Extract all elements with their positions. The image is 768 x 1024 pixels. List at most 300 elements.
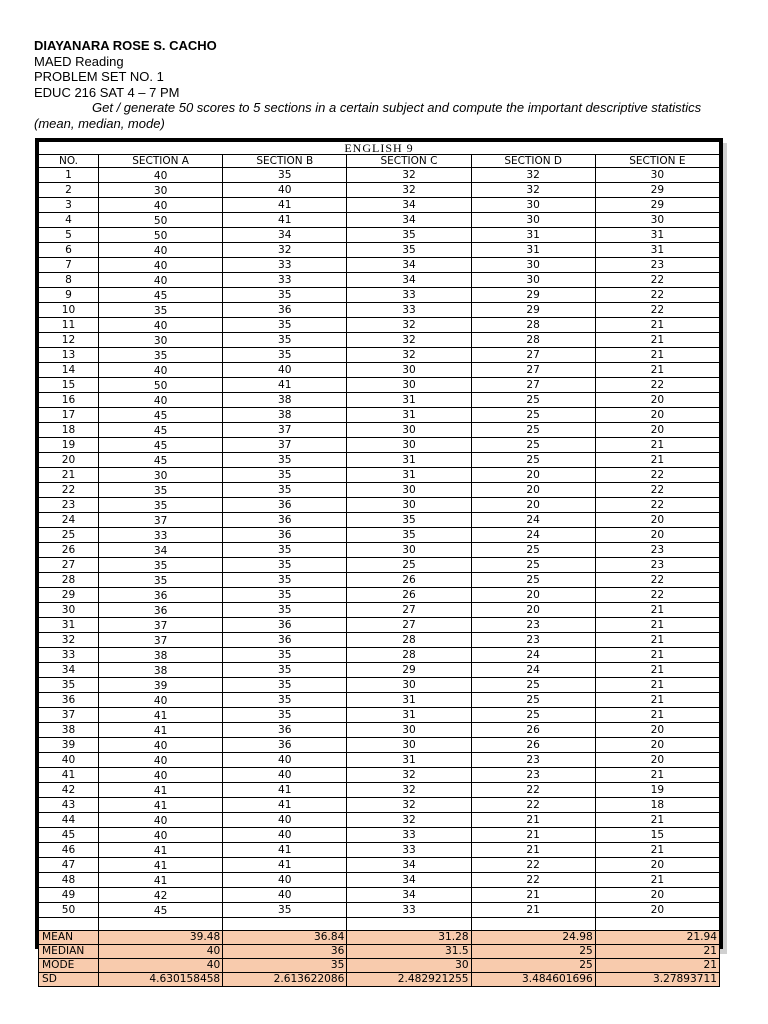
score-cell: 35 bbox=[223, 288, 347, 303]
score-cell: 20 bbox=[595, 513, 719, 528]
score-cell: 35 bbox=[223, 168, 347, 183]
score-cell: 20 bbox=[471, 498, 595, 513]
score-cell: 32 bbox=[347, 333, 471, 348]
score-cell: 30 bbox=[347, 378, 471, 393]
row-number-cell: 11 bbox=[39, 318, 99, 333]
score-cell: 25 bbox=[471, 438, 595, 453]
score-cell: 20 bbox=[595, 408, 719, 423]
stat-value: 3.27893711 bbox=[595, 973, 719, 987]
stat-label: SD bbox=[39, 973, 99, 987]
row-number-cell: 36 bbox=[39, 693, 99, 708]
score-cell: 40 bbox=[99, 243, 223, 258]
table-row bbox=[39, 858, 720, 873]
score-cell: 30 bbox=[99, 333, 223, 348]
document-header bbox=[34, 38, 734, 131]
score-cell: 35 bbox=[223, 453, 347, 468]
row-number-cell: 48 bbox=[39, 873, 99, 888]
score-cell: 20 bbox=[471, 483, 595, 498]
score-cell: 36 bbox=[223, 513, 347, 528]
score-cell: 22 bbox=[595, 288, 719, 303]
score-cell: 21 bbox=[595, 678, 719, 693]
table-row bbox=[39, 423, 720, 438]
score-cell: 40 bbox=[99, 198, 223, 213]
score-cell: 40 bbox=[99, 738, 223, 753]
score-cell: 35 bbox=[347, 243, 471, 258]
score-cell: 21 bbox=[595, 768, 719, 783]
score-cell: 32 bbox=[223, 243, 347, 258]
score-cell: 33 bbox=[99, 528, 223, 543]
score-cell: 31 bbox=[471, 243, 595, 258]
score-cell: 35 bbox=[223, 468, 347, 483]
score-cell: 21 bbox=[595, 873, 719, 888]
score-cell: 41 bbox=[223, 213, 347, 228]
row-number-cell: 28 bbox=[39, 573, 99, 588]
score-cell: 28 bbox=[471, 318, 595, 333]
score-cell: 41 bbox=[223, 378, 347, 393]
score-cell: 26 bbox=[471, 738, 595, 753]
score-cell: 50 bbox=[99, 228, 223, 243]
stat-value: 21 bbox=[595, 959, 719, 973]
table-row bbox=[39, 798, 720, 813]
score-cell: 41 bbox=[223, 858, 347, 873]
row-number-cell: 29 bbox=[39, 588, 99, 603]
score-cell: 25 bbox=[471, 558, 595, 573]
column-header: SECTION E bbox=[595, 155, 719, 168]
row-number-cell: 17 bbox=[39, 408, 99, 423]
score-cell: 22 bbox=[595, 588, 719, 603]
score-cell: 40 bbox=[223, 753, 347, 768]
score-cell: 35 bbox=[347, 513, 471, 528]
table-row bbox=[39, 198, 720, 213]
row-number-cell: 9 bbox=[39, 288, 99, 303]
score-cell: 30 bbox=[471, 273, 595, 288]
score-cell: 35 bbox=[347, 528, 471, 543]
score-cell: 21 bbox=[595, 603, 719, 618]
score-cell: 31 bbox=[347, 408, 471, 423]
row-number-cell: 30 bbox=[39, 603, 99, 618]
score-cell: 23 bbox=[471, 618, 595, 633]
score-cell: 25 bbox=[471, 423, 595, 438]
score-cell: 30 bbox=[347, 678, 471, 693]
score-cell: 30 bbox=[99, 183, 223, 198]
score-cell: 22 bbox=[595, 498, 719, 513]
score-cell: 30 bbox=[595, 213, 719, 228]
row-number-cell: 27 bbox=[39, 558, 99, 573]
table-row bbox=[39, 513, 720, 528]
score-cell: 34 bbox=[347, 213, 471, 228]
score-cell: 35 bbox=[223, 483, 347, 498]
score-cell: 40 bbox=[99, 258, 223, 273]
row-number-cell: 43 bbox=[39, 798, 99, 813]
score-cell: 30 bbox=[471, 198, 595, 213]
blank-row bbox=[39, 918, 720, 931]
stat-value: 39.48 bbox=[99, 931, 223, 945]
table-row bbox=[39, 363, 720, 378]
score-cell: 27 bbox=[347, 603, 471, 618]
row-number-cell: 4 bbox=[39, 213, 99, 228]
score-cell: 30 bbox=[347, 363, 471, 378]
score-cell: 45 bbox=[99, 438, 223, 453]
score-cell: 33 bbox=[347, 843, 471, 858]
score-cell: 34 bbox=[99, 543, 223, 558]
score-cell: 35 bbox=[99, 303, 223, 318]
table-row bbox=[39, 753, 720, 768]
score-cell: 21 bbox=[595, 318, 719, 333]
score-cell: 30 bbox=[347, 723, 471, 738]
stat-value: 36.84 bbox=[223, 931, 347, 945]
problem-set-line: PROBLEM SET NO. 1 bbox=[34, 69, 164, 84]
score-cell: 28 bbox=[347, 633, 471, 648]
score-cell: 20 bbox=[595, 393, 719, 408]
score-cell: 34 bbox=[347, 858, 471, 873]
table-row bbox=[39, 873, 720, 888]
score-cell: 32 bbox=[347, 783, 471, 798]
table-row bbox=[39, 258, 720, 273]
score-cell: 34 bbox=[347, 273, 471, 288]
score-cell: 36 bbox=[99, 588, 223, 603]
score-cell: 40 bbox=[223, 813, 347, 828]
table-row bbox=[39, 408, 720, 423]
score-cell: 22 bbox=[595, 468, 719, 483]
score-cell: 21 bbox=[471, 828, 595, 843]
table-row bbox=[39, 768, 720, 783]
score-cell: 21 bbox=[471, 813, 595, 828]
row-number-cell: 16 bbox=[39, 393, 99, 408]
score-cell: 35 bbox=[347, 228, 471, 243]
score-cell: 40 bbox=[223, 768, 347, 783]
score-cell: 29 bbox=[595, 198, 719, 213]
score-cell: 41 bbox=[99, 843, 223, 858]
score-cell: 20 bbox=[471, 603, 595, 618]
score-cell: 35 bbox=[223, 693, 347, 708]
score-cell: 30 bbox=[347, 498, 471, 513]
stat-row-mean bbox=[39, 931, 720, 945]
score-cell: 21 bbox=[595, 333, 719, 348]
score-cell: 40 bbox=[99, 768, 223, 783]
score-cell: 35 bbox=[223, 573, 347, 588]
table-row bbox=[39, 828, 720, 843]
score-cell: 40 bbox=[99, 813, 223, 828]
score-cell: 33 bbox=[347, 903, 471, 918]
score-cell: 32 bbox=[347, 168, 471, 183]
score-cell: 41 bbox=[223, 783, 347, 798]
table-row bbox=[39, 438, 720, 453]
score-cell: 40 bbox=[99, 828, 223, 843]
column-header: NO. bbox=[39, 155, 99, 168]
score-cell: 30 bbox=[595, 168, 719, 183]
score-cell: 22 bbox=[595, 483, 719, 498]
row-number-cell: 50 bbox=[39, 903, 99, 918]
score-cell: 40 bbox=[223, 828, 347, 843]
score-cell: 22 bbox=[595, 303, 719, 318]
score-cell: 35 bbox=[223, 318, 347, 333]
score-cell: 35 bbox=[223, 708, 347, 723]
row-number-cell: 1 bbox=[39, 168, 99, 183]
table-row bbox=[39, 558, 720, 573]
row-number-cell: 5 bbox=[39, 228, 99, 243]
stat-value: 30 bbox=[347, 959, 471, 973]
score-cell: 28 bbox=[471, 333, 595, 348]
table-row bbox=[39, 498, 720, 513]
program-line: MAED Reading bbox=[34, 53, 124, 69]
score-cell: 21 bbox=[471, 903, 595, 918]
score-cell: 32 bbox=[347, 798, 471, 813]
table-row bbox=[39, 528, 720, 543]
score-cell: 42 bbox=[99, 888, 223, 903]
score-cell: 26 bbox=[347, 573, 471, 588]
score-cell: 30 bbox=[471, 258, 595, 273]
score-cell: 21 bbox=[595, 438, 719, 453]
table-row bbox=[39, 273, 720, 288]
table-row bbox=[39, 573, 720, 588]
score-cell: 31 bbox=[347, 468, 471, 483]
score-cell: 22 bbox=[471, 858, 595, 873]
stat-label: MODE bbox=[39, 959, 99, 973]
score-cell: 37 bbox=[99, 618, 223, 633]
score-cell: 36 bbox=[223, 723, 347, 738]
row-number-cell: 31 bbox=[39, 618, 99, 633]
score-cell: 21 bbox=[595, 663, 719, 678]
table-row bbox=[39, 183, 720, 198]
score-cell: 23 bbox=[595, 558, 719, 573]
row-number-cell: 21 bbox=[39, 468, 99, 483]
stat-value: 31.28 bbox=[347, 931, 471, 945]
score-cell: 35 bbox=[99, 483, 223, 498]
stat-label: MEDIAN bbox=[39, 945, 99, 959]
score-cell: 40 bbox=[99, 363, 223, 378]
score-cell: 31 bbox=[595, 243, 719, 258]
score-cell: 33 bbox=[347, 828, 471, 843]
stat-value: 24.98 bbox=[471, 931, 595, 945]
column-header: SECTION A bbox=[99, 155, 223, 168]
score-cell: 23 bbox=[595, 543, 719, 558]
stat-value: 36 bbox=[223, 945, 347, 959]
table-row bbox=[39, 228, 720, 243]
instruction-text: Get / generate 50 scores to 5 sections in a certain subject and compute the important descriptive statistics (mean, median, mode) bbox=[34, 100, 702, 131]
stat-value: 4.630158458 bbox=[99, 973, 223, 987]
table-row bbox=[39, 723, 720, 738]
table-row bbox=[39, 483, 720, 498]
score-cell: 21 bbox=[595, 648, 719, 663]
row-number-cell: 44 bbox=[39, 813, 99, 828]
score-cell: 33 bbox=[347, 288, 471, 303]
score-cell: 34 bbox=[347, 198, 471, 213]
score-cell: 20 bbox=[595, 888, 719, 903]
score-cell: 38 bbox=[223, 408, 347, 423]
row-number-cell: 25 bbox=[39, 528, 99, 543]
score-cell: 24 bbox=[471, 528, 595, 543]
row-number-cell: 34 bbox=[39, 663, 99, 678]
score-cell: 27 bbox=[471, 363, 595, 378]
score-cell: 45 bbox=[99, 453, 223, 468]
table-row bbox=[39, 348, 720, 363]
stat-value: 31.5 bbox=[347, 945, 471, 959]
row-number-cell: 15 bbox=[39, 378, 99, 393]
score-cell: 30 bbox=[347, 738, 471, 753]
score-cell: 41 bbox=[223, 798, 347, 813]
table-row bbox=[39, 468, 720, 483]
score-cell: 35 bbox=[223, 348, 347, 363]
score-cell: 21 bbox=[595, 843, 719, 858]
score-cell: 27 bbox=[471, 378, 595, 393]
stat-value: 2.613622086 bbox=[223, 973, 347, 987]
score-cell: 21 bbox=[471, 843, 595, 858]
table-row bbox=[39, 783, 720, 798]
table-row bbox=[39, 213, 720, 228]
score-cell: 45 bbox=[99, 423, 223, 438]
score-cell: 35 bbox=[223, 558, 347, 573]
score-cell: 40 bbox=[99, 273, 223, 288]
score-cell: 21 bbox=[595, 363, 719, 378]
score-cell: 40 bbox=[223, 363, 347, 378]
score-cell: 34 bbox=[223, 228, 347, 243]
score-cell: 45 bbox=[99, 903, 223, 918]
score-cell: 22 bbox=[471, 873, 595, 888]
score-cell: 40 bbox=[223, 873, 347, 888]
score-cell: 32 bbox=[347, 813, 471, 828]
row-number-cell: 8 bbox=[39, 273, 99, 288]
score-cell: 23 bbox=[595, 258, 719, 273]
score-cell: 21 bbox=[471, 888, 595, 903]
score-cell: 35 bbox=[223, 903, 347, 918]
row-number-cell: 10 bbox=[39, 303, 99, 318]
scores-spreadsheet bbox=[35, 138, 723, 985]
score-cell: 32 bbox=[347, 348, 471, 363]
score-cell: 50 bbox=[99, 378, 223, 393]
score-cell: 21 bbox=[595, 633, 719, 648]
row-number-cell: 39 bbox=[39, 738, 99, 753]
score-cell: 29 bbox=[471, 303, 595, 318]
table-row bbox=[39, 708, 720, 723]
score-cell: 33 bbox=[223, 273, 347, 288]
score-cell: 31 bbox=[471, 228, 595, 243]
score-cell: 32 bbox=[471, 183, 595, 198]
score-cell: 23 bbox=[471, 633, 595, 648]
score-cell: 21 bbox=[595, 813, 719, 828]
stat-value: 25 bbox=[471, 945, 595, 959]
score-cell: 20 bbox=[595, 903, 719, 918]
score-cell: 31 bbox=[347, 708, 471, 723]
row-number-cell: 40 bbox=[39, 753, 99, 768]
score-cell: 31 bbox=[347, 453, 471, 468]
score-cell: 25 bbox=[471, 678, 595, 693]
table-row bbox=[39, 168, 720, 183]
score-cell: 29 bbox=[471, 288, 595, 303]
table-row bbox=[39, 663, 720, 678]
score-cell: 41 bbox=[223, 198, 347, 213]
score-cell: 30 bbox=[347, 423, 471, 438]
score-cell: 23 bbox=[471, 768, 595, 783]
score-cell: 31 bbox=[595, 228, 719, 243]
score-cell: 28 bbox=[347, 648, 471, 663]
score-cell: 36 bbox=[223, 528, 347, 543]
table-row bbox=[39, 453, 720, 468]
row-number-cell: 13 bbox=[39, 348, 99, 363]
table-row bbox=[39, 378, 720, 393]
score-cell: 15 bbox=[595, 828, 719, 843]
score-cell: 25 bbox=[471, 408, 595, 423]
row-number-cell: 14 bbox=[39, 363, 99, 378]
author-name: DIAYANARA ROSE S. CACHO bbox=[34, 38, 217, 53]
table-row bbox=[39, 288, 720, 303]
score-cell: 37 bbox=[99, 513, 223, 528]
stat-value: 21 bbox=[595, 945, 719, 959]
score-cell: 31 bbox=[347, 753, 471, 768]
table-row bbox=[39, 333, 720, 348]
score-cell: 20 bbox=[595, 738, 719, 753]
score-cell: 31 bbox=[347, 393, 471, 408]
table-row bbox=[39, 393, 720, 408]
score-cell: 37 bbox=[223, 438, 347, 453]
stat-row-mode bbox=[39, 959, 720, 973]
score-cell: 24 bbox=[471, 648, 595, 663]
score-cell: 21 bbox=[595, 618, 719, 633]
stat-value: 2.482921255 bbox=[347, 973, 471, 987]
score-cell: 22 bbox=[471, 783, 595, 798]
score-cell: 35 bbox=[99, 498, 223, 513]
table-row bbox=[39, 618, 720, 633]
score-cell: 32 bbox=[347, 318, 471, 333]
score-cell: 41 bbox=[99, 723, 223, 738]
row-number-cell: 23 bbox=[39, 498, 99, 513]
score-cell: 41 bbox=[99, 858, 223, 873]
table-row bbox=[39, 318, 720, 333]
row-number-cell: 45 bbox=[39, 828, 99, 843]
table-row bbox=[39, 603, 720, 618]
score-cell: 30 bbox=[99, 468, 223, 483]
score-cell: 36 bbox=[223, 618, 347, 633]
score-cell: 30 bbox=[347, 483, 471, 498]
table-title: ENGLISH 9 bbox=[39, 142, 720, 155]
score-cell: 38 bbox=[99, 648, 223, 663]
score-cell: 22 bbox=[595, 378, 719, 393]
score-cell: 24 bbox=[471, 663, 595, 678]
stat-row-median bbox=[39, 945, 720, 959]
score-cell: 26 bbox=[347, 588, 471, 603]
row-number-cell: 47 bbox=[39, 858, 99, 873]
score-cell: 45 bbox=[99, 288, 223, 303]
score-cell: 30 bbox=[347, 438, 471, 453]
score-cell: 24 bbox=[471, 513, 595, 528]
score-cell: 35 bbox=[223, 588, 347, 603]
score-cell: 35 bbox=[99, 348, 223, 363]
score-cell: 27 bbox=[471, 348, 595, 363]
score-cell: 40 bbox=[99, 753, 223, 768]
score-cell: 37 bbox=[99, 633, 223, 648]
table-row bbox=[39, 303, 720, 318]
score-cell: 35 bbox=[223, 603, 347, 618]
score-cell: 40 bbox=[99, 318, 223, 333]
score-cell: 40 bbox=[223, 183, 347, 198]
score-cell: 40 bbox=[223, 888, 347, 903]
row-number-cell: 7 bbox=[39, 258, 99, 273]
row-number-cell: 32 bbox=[39, 633, 99, 648]
score-cell: 25 bbox=[471, 693, 595, 708]
stat-row-sd bbox=[39, 973, 720, 987]
score-cell: 20 bbox=[595, 528, 719, 543]
score-cell: 45 bbox=[99, 408, 223, 423]
score-cell: 20 bbox=[471, 588, 595, 603]
score-cell: 40 bbox=[99, 168, 223, 183]
stat-value: 25 bbox=[471, 959, 595, 973]
score-cell: 35 bbox=[223, 333, 347, 348]
row-number-cell: 2 bbox=[39, 183, 99, 198]
row-number-cell: 24 bbox=[39, 513, 99, 528]
statistics-body bbox=[39, 931, 720, 987]
score-cell: 36 bbox=[223, 498, 347, 513]
score-cell: 22 bbox=[471, 798, 595, 813]
row-number-cell: 6 bbox=[39, 243, 99, 258]
